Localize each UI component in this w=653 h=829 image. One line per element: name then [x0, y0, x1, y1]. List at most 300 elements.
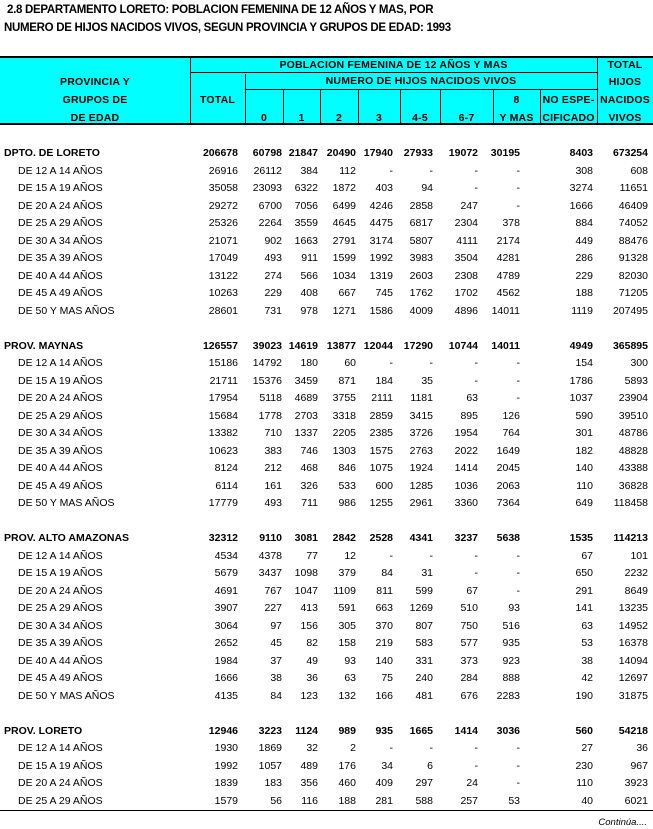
cell-value: 4378	[258, 549, 282, 562]
cell-value: 807	[415, 619, 433, 632]
cell-value: 577	[460, 637, 478, 649]
cell-value: 649	[575, 497, 593, 509]
cell-value: 161	[264, 479, 282, 492]
cell-value: 3237	[454, 532, 478, 544]
cell-value: 560	[575, 724, 593, 737]
header-col-6-7: 6-7	[458, 112, 475, 124]
cell-value: 156	[300, 619, 318, 632]
cell-value: 746	[300, 444, 318, 457]
cell-value: 2528	[369, 532, 393, 544]
cell-value: 17290	[403, 339, 433, 352]
cell-value: 8124	[214, 462, 238, 474]
cell-value: 67	[466, 584, 478, 597]
cell-value: 2703	[294, 409, 318, 422]
cell-value: 11651	[619, 182, 648, 194]
table-row	[0, 793, 653, 811]
cell-value: 811	[376, 584, 393, 597]
cell-value: 30195	[490, 147, 520, 159]
cell-value: 3223	[258, 724, 282, 737]
cell-value: 305	[338, 619, 356, 632]
table-row	[0, 688, 653, 706]
row-label: DE 20 A 24 AÑOS	[18, 392, 103, 404]
cell-value: 365895	[612, 339, 648, 352]
cell-value: 4246	[369, 199, 393, 212]
cell-value: -	[474, 182, 478, 194]
cell-value: 28601	[208, 304, 238, 317]
cell-value: 481	[415, 689, 433, 702]
cell-value: 888	[502, 672, 520, 684]
cell-value: 1098	[294, 567, 318, 579]
row-label: DE 12 A 14 AÑOS	[18, 549, 103, 562]
cell-value: 48786	[618, 427, 648, 439]
cell-value: 1984	[214, 654, 238, 667]
cell-value: 94	[421, 182, 433, 194]
table-row	[0, 250, 653, 268]
cell-value: 871	[338, 374, 356, 387]
cell-value: 126	[502, 409, 520, 422]
cell-value: 110	[576, 777, 593, 789]
cell-value: 17049	[208, 252, 238, 264]
cell-value: 1649	[496, 444, 520, 457]
cell-value: 493	[264, 497, 282, 509]
cell-value: 39023	[252, 339, 282, 352]
cell-value: 26916	[208, 164, 238, 177]
header-no-esp-1: NO ESPE-	[542, 94, 595, 106]
cell-value: 34	[381, 759, 393, 772]
cell-value: -	[389, 357, 393, 369]
cell-value: 2022	[454, 444, 478, 457]
cell-value: 36828	[618, 479, 648, 492]
cell-value: -	[516, 164, 520, 177]
cell-value: 1319	[369, 269, 393, 282]
cell-value: 326	[300, 479, 318, 492]
cell-value: 301	[575, 427, 593, 439]
cell-value: 10263	[208, 287, 238, 299]
cell-value: 923	[502, 654, 520, 667]
header-total-hijos-4: VIVOS	[608, 112, 642, 124]
cell-value: 600	[375, 479, 393, 492]
cell-value: 986	[338, 497, 356, 509]
cell-value: 2385	[369, 427, 393, 439]
table-row	[0, 653, 653, 671]
row-label: DE 40 A 44 AÑOS	[18, 269, 103, 282]
cell-value: 3559	[294, 217, 318, 229]
cell-value: 14011	[491, 339, 520, 352]
table-row	[0, 758, 653, 776]
cell-value: 373	[460, 654, 478, 667]
row-label: DPTO. DE LORETO	[4, 147, 100, 159]
table-row	[0, 478, 653, 496]
row-label: DE 40 A 44 AÑOS	[18, 654, 103, 667]
cell-value: 7364	[496, 497, 520, 509]
cell-value: 63	[581, 619, 593, 632]
cell-value: 1575	[369, 444, 393, 457]
cell-value: 1579	[214, 794, 238, 807]
cell-value: 36	[636, 742, 648, 754]
header-col-8-y-mas: Y MAS	[499, 112, 534, 124]
row-label: DE 12 A 14 AÑOS	[18, 164, 103, 177]
table-row	[0, 583, 653, 601]
cell-value: 676	[460, 689, 478, 702]
cell-value: 27933	[403, 147, 433, 159]
cell-value: 38	[581, 654, 593, 667]
cell-value: 5807	[409, 234, 433, 247]
cell-value: 1269	[409, 602, 433, 614]
cell-value: 1954	[454, 427, 478, 439]
cell-value: 599	[415, 584, 433, 597]
cell-value: 2232	[624, 567, 648, 579]
cell-value: 13382	[208, 427, 238, 439]
cell-value: 3755	[332, 392, 356, 404]
cell-value: 2842	[332, 532, 356, 544]
cell-value: 91328	[618, 252, 648, 264]
row-label: DE 50 Y MAS AÑOS	[18, 689, 115, 702]
cell-value: -	[389, 164, 393, 177]
cell-value: 449	[575, 234, 593, 247]
cell-value: 935	[375, 724, 393, 737]
cell-value: 967	[630, 759, 648, 772]
cell-value: 75	[381, 672, 393, 684]
cell-value: 291	[575, 584, 593, 597]
cell-value: 31875	[618, 689, 648, 702]
section-total-row	[0, 723, 653, 741]
cell-value: 673254	[612, 147, 648, 159]
cell-value: 1057	[258, 759, 282, 772]
cell-value: 1762	[409, 287, 433, 299]
cell-value: 6499	[332, 199, 356, 212]
header-row-label-2: GRUPOS DE	[62, 94, 128, 106]
table-bottom-rule	[0, 810, 653, 811]
cell-value: 4281	[496, 252, 520, 264]
cell-value: 82	[306, 637, 318, 649]
cell-value: 17940	[363, 147, 393, 159]
row-label: DE 35 A 39 AÑOS	[18, 637, 103, 649]
cell-value: 15186	[208, 357, 238, 369]
cell-value: 166	[375, 689, 393, 702]
cell-value: 13122	[208, 269, 238, 282]
cell-value: 15684	[208, 409, 238, 422]
cell-value: 384	[300, 164, 318, 177]
cell-value: 54218	[618, 724, 648, 737]
table-row	[0, 198, 653, 216]
cell-value: 588	[415, 794, 433, 807]
cell-value: 82030	[618, 269, 648, 282]
cell-value: 14619	[288, 339, 318, 352]
cell-value: 3415	[409, 409, 433, 422]
row-label: DE 15 A 19 AÑOS	[18, 759, 103, 772]
cell-value: 2063	[496, 479, 520, 492]
cell-value: 93	[344, 654, 356, 667]
cell-value: 516	[502, 619, 520, 632]
header-col-1: 1	[298, 112, 305, 124]
cell-value: -	[516, 357, 520, 369]
cell-value: -	[429, 164, 433, 177]
cell-value: 180	[300, 357, 318, 369]
cell-value: 154	[575, 357, 593, 369]
cell-value: 212	[264, 462, 282, 474]
cell-value: 35	[421, 374, 433, 387]
cell-value: 895	[460, 409, 478, 422]
table-row	[0, 565, 653, 583]
cell-value: 71205	[618, 287, 648, 299]
row-label: DE 30 A 34 AÑOS	[18, 619, 103, 632]
cell-value: 5679	[214, 567, 238, 579]
cell-value: 13877	[326, 339, 356, 352]
cell-value: 1535	[569, 532, 593, 544]
cell-value: 219	[375, 637, 393, 649]
cell-value: 15376	[252, 374, 282, 387]
cell-value: 2603	[409, 269, 433, 282]
cell-value: 3923	[624, 777, 648, 789]
cell-value: 14094	[618, 654, 648, 667]
cell-value: 32	[306, 742, 318, 754]
cell-value: 110	[576, 479, 593, 492]
cell-value: 2652	[214, 637, 238, 649]
cell-value: -	[474, 374, 478, 387]
cell-value: 2174	[496, 234, 520, 247]
cell-value: 229	[575, 269, 593, 282]
cell-value: 2791	[332, 234, 356, 247]
cell-value: 1930	[214, 742, 238, 754]
row-label: DE 12 A 14 AÑOS	[18, 357, 103, 369]
cell-value: 591	[338, 602, 356, 614]
cell-value: 4949	[569, 339, 593, 352]
cell-value: 1271	[332, 304, 356, 317]
cell-value: 20490	[326, 147, 356, 159]
cell-value: 489	[300, 759, 318, 772]
cell-value: 32312	[208, 532, 238, 544]
table-row	[0, 740, 653, 758]
row-label: DE 40 A 44 AÑOS	[18, 462, 103, 474]
cell-value: -	[516, 584, 520, 597]
row-label: DE 50 Y MAS AÑOS	[18, 304, 115, 317]
header-col-8: 8	[513, 94, 520, 106]
cell-value: 6114	[215, 479, 238, 492]
table-row	[0, 495, 653, 513]
row-label: DE 25 A 29 AÑOS	[18, 794, 103, 807]
cell-value: 12	[344, 549, 356, 562]
cell-value: 1037	[569, 392, 593, 404]
cell-value: 12946	[208, 724, 238, 737]
cell-value: 43388	[618, 462, 648, 474]
row-label: PROV. MAYNAS	[4, 339, 84, 352]
table-row	[0, 600, 653, 618]
cell-value: 67	[581, 549, 593, 562]
cell-value: 114213	[613, 532, 648, 544]
table-header	[0, 56, 653, 125]
cell-value: 46409	[618, 199, 648, 212]
cell-value: 1337	[294, 427, 318, 439]
cell-value: 379	[338, 567, 356, 579]
cell-value: 36	[306, 672, 318, 684]
table-row	[0, 215, 653, 233]
cell-value: 6817	[409, 217, 433, 229]
cell-value: 3437	[258, 567, 282, 579]
cell-value: 4896	[454, 304, 478, 317]
table-row	[0, 443, 653, 461]
row-label: DE 30 A 34 AÑOS	[18, 427, 103, 439]
cell-value: -	[516, 182, 520, 194]
header-col-3: 3	[375, 112, 383, 124]
cell-value: 17779	[208, 497, 238, 509]
cell-value: -	[474, 549, 478, 562]
row-label: DE 12 A 14 AÑOS	[18, 742, 103, 754]
cell-value: 6	[427, 759, 433, 772]
cell-value: 158	[338, 637, 356, 649]
cell-value: 1924	[409, 462, 433, 474]
cell-value: 112	[339, 164, 356, 177]
cell-value: 45	[270, 637, 282, 649]
cell-value: 460	[338, 777, 356, 789]
cell-value: 650	[575, 567, 593, 579]
cell-value: 710	[264, 427, 282, 439]
cell-value: 2283	[496, 689, 520, 702]
cell-value: 31	[421, 567, 433, 579]
cell-value: 16378	[618, 637, 648, 649]
cell-value: -	[474, 742, 478, 754]
row-label: DE 20 A 24 AÑOS	[18, 199, 103, 212]
table-row	[0, 460, 653, 478]
cell-value: 583	[415, 637, 433, 649]
cell-value: 4135	[214, 689, 238, 702]
cell-value: 2308	[454, 269, 478, 282]
cell-value: 911	[301, 252, 318, 264]
cell-value: 140	[375, 654, 393, 667]
cell-value: -	[516, 392, 520, 404]
cell-value: 667	[338, 287, 356, 299]
cell-value: 37	[270, 654, 282, 667]
cell-value: 1075	[369, 462, 393, 474]
row-label: PROV. LORETO	[4, 724, 83, 737]
cell-value: 274	[264, 269, 282, 282]
cell-value: 1109	[333, 584, 356, 597]
cell-value: 1992	[369, 252, 393, 264]
cell-value: 1665	[409, 724, 433, 737]
cell-value: -	[474, 567, 478, 579]
cell-value: 1047	[294, 584, 318, 597]
cell-value: 21071	[208, 234, 238, 247]
cell-value: 1119	[571, 304, 593, 317]
cell-value: -	[516, 742, 520, 754]
cell-value: 123	[300, 689, 318, 702]
cell-value: 1414	[454, 462, 478, 474]
cell-value: 8403	[569, 147, 593, 159]
cell-value: 140	[575, 462, 593, 474]
cell-value: 493	[264, 252, 282, 264]
cell-value: 902	[264, 234, 282, 247]
cell-value: 2961	[409, 497, 433, 509]
cell-value: 3174	[369, 234, 393, 247]
cell-value: 190	[575, 689, 593, 702]
cell-value: 297	[415, 777, 433, 789]
cell-value: 26112	[253, 164, 282, 177]
cell-value: 63	[344, 672, 356, 684]
continued-note: Continúa....	[598, 817, 647, 828]
table-title-line-2: NUMERO DE HIJOS NACIDOS VIVOS, SEGUN PROVINCIA Y GRUPOS DE EDAD: 1993	[4, 22, 451, 34]
cell-value: 97	[270, 619, 282, 632]
cell-value: 2859	[369, 409, 393, 422]
row-label: DE 15 A 19 AÑOS	[18, 567, 103, 579]
cell-value: 4562	[496, 287, 520, 299]
cell-value: 6021	[624, 794, 648, 807]
cell-value: 1839	[214, 777, 238, 789]
cell-value: 9110	[259, 532, 282, 544]
row-label: DE 25 A 29 AÑOS	[18, 217, 103, 229]
cell-value: 356	[300, 777, 318, 789]
header-no-esp-2: CIFICADO	[542, 112, 595, 124]
cell-value: 184	[375, 374, 393, 387]
cell-value: 2111	[371, 392, 393, 404]
cell-value: 6700	[258, 199, 282, 212]
cell-value: 403	[375, 182, 393, 194]
cell-value: 989	[338, 724, 356, 737]
cell-value: 206678	[202, 147, 238, 159]
cell-value: 60	[344, 357, 356, 369]
cell-value: 84	[270, 689, 282, 702]
cell-value: 74052	[618, 217, 648, 229]
cell-value: -	[516, 777, 520, 789]
cell-value: 29272	[208, 199, 238, 212]
cell-value: 4534	[214, 549, 238, 562]
cell-value: 663	[375, 602, 393, 614]
cell-value: 1255	[369, 497, 393, 509]
cell-value: 370	[375, 619, 393, 632]
cell-value: 39510	[618, 409, 648, 422]
cell-value: 510	[460, 602, 478, 614]
cell-value: 1181	[410, 392, 433, 404]
cell-value: 750	[460, 619, 478, 632]
cell-value: 1666	[214, 672, 238, 684]
cell-value: 2	[350, 742, 356, 754]
cell-value: 5893	[624, 374, 648, 387]
cell-value: 126557	[202, 339, 238, 352]
cell-value: 1992	[214, 759, 238, 772]
cell-value: 1786	[569, 374, 593, 387]
table-row	[0, 548, 653, 566]
cell-value: 3360	[454, 497, 478, 509]
table-body	[0, 145, 653, 810]
cell-value: 4691	[214, 584, 238, 597]
cell-value: 257	[460, 794, 478, 807]
header-col-2: 2	[335, 112, 343, 124]
cell-value: 1778	[258, 409, 282, 422]
cell-value: 14011	[491, 304, 520, 317]
cell-value: 10623	[208, 444, 238, 457]
header-total-hijos-3: NACIDOS	[600, 94, 650, 106]
cell-value: 42	[581, 672, 593, 684]
cell-value: 1599	[332, 252, 356, 264]
cell-value: 413	[300, 602, 318, 614]
cell-value: 17954	[208, 392, 238, 404]
cell-value: 1034	[332, 269, 356, 282]
cell-value: 77	[306, 549, 318, 562]
cell-value: 88476	[618, 234, 648, 247]
cell-value: 48828	[618, 444, 648, 457]
cell-value: 188	[338, 794, 356, 807]
cell-value: 132	[338, 689, 356, 702]
table-row	[0, 670, 653, 688]
table-row	[0, 618, 653, 636]
row-label: DE 15 A 19 AÑOS	[18, 374, 103, 387]
cell-value: 141	[575, 602, 593, 614]
header-col-4-5: 4-5	[412, 112, 428, 124]
cell-value: 4341	[409, 532, 433, 544]
section-total-row	[0, 145, 653, 163]
cell-value: 247	[460, 199, 478, 212]
cell-value: -	[516, 374, 520, 387]
cell-value: 1285	[409, 479, 433, 492]
row-label: PROV. ALTO AMAZONAS	[4, 532, 130, 544]
